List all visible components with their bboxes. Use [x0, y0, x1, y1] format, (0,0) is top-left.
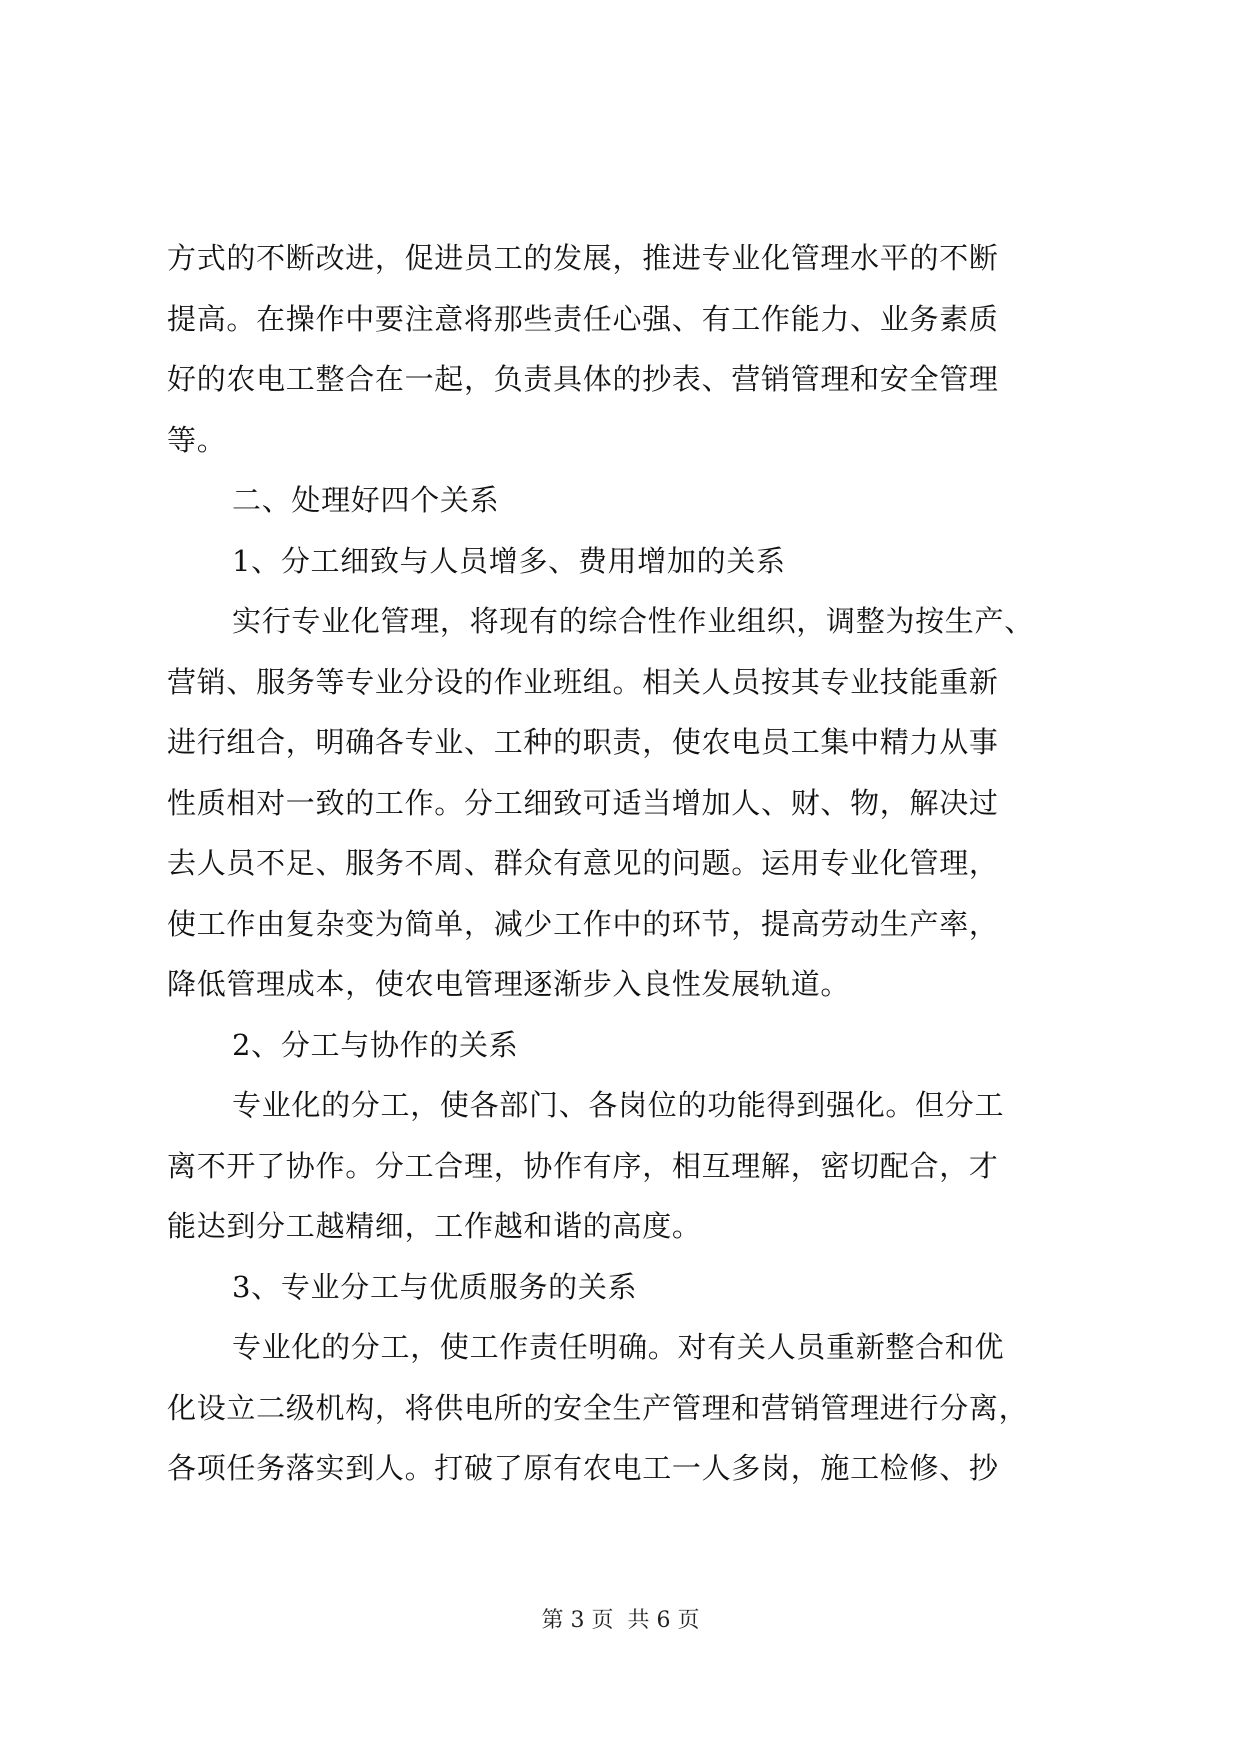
text-line: 能达到分工越精细，工作越和谐的高度。 — [167, 1209, 702, 1243]
text-line: 等。 — [167, 422, 227, 457]
text-line: 离不开了协作。分工合理，协作有序，相互理解，密切配合，才 — [167, 1148, 999, 1183]
text-line: 方式的不断改进，促进员工的发展，推进专业化管理水平的不断 — [167, 241, 999, 275]
text-line: 专业化的分工，使工作责任明确。对有关人员重新整合和优 — [232, 1330, 1005, 1364]
document-body — [167, 228, 1077, 1499]
page-number-label: 第 3 页 共 6 页 — [541, 1608, 700, 1633]
text-line: 好的农电工整合在一起，负责具体的抄表、营销管理和安全管理 — [167, 362, 999, 396]
text-line: 去人员不足、服务不周、群众有意见的问题。运用专业化管理， — [167, 846, 999, 880]
text-line: 专业化的分工，使各部门、各岗位的功能得到强化。但分工 — [232, 1088, 1005, 1122]
text-line: 营销、服务等专业分设的作业班组。相关人员按其专业技能重新 — [167, 664, 999, 699]
text-line: 提高。在操作中要注意将那些责任心强、有工作能力、业务素质 — [167, 301, 999, 336]
text-line: 进行组合，明确各专业、工种的职责，使农电员工集中精力从事 — [167, 725, 999, 759]
text-line: 性质相对一致的工作。分工细致可适当增加人、财、物，解决过 — [167, 785, 999, 820]
text-line: 化设立二级机构，将供电所的安全生产管理和营销管理进行分离， — [167, 1390, 1029, 1425]
section-heading: 二、处理好四个关系 — [232, 483, 500, 517]
text-line: 实行专业化管理，将现有的综合性作业组织，调整为按生产、 — [232, 604, 1034, 638]
text-line: 降低管理成本，使农电管理逐渐步入良性发展轨道。 — [167, 967, 851, 1001]
subsection-heading: 1、分工细致与人员增多、费用增加的关系 — [232, 543, 786, 578]
text-line: 各项任务落实到人。打破了原有农电工一人多岗，施工检修、抄 — [167, 1451, 999, 1485]
page-footer — [0, 1606, 1241, 1636]
text-line: 使工作由复杂变为简单，减少工作中的环节，提高劳动生产率， — [167, 906, 999, 941]
subsection-heading: 2、分工与协作的关系 — [232, 1027, 519, 1062]
subsection-heading: 3、专业分工与优质服务的关系 — [232, 1269, 638, 1304]
